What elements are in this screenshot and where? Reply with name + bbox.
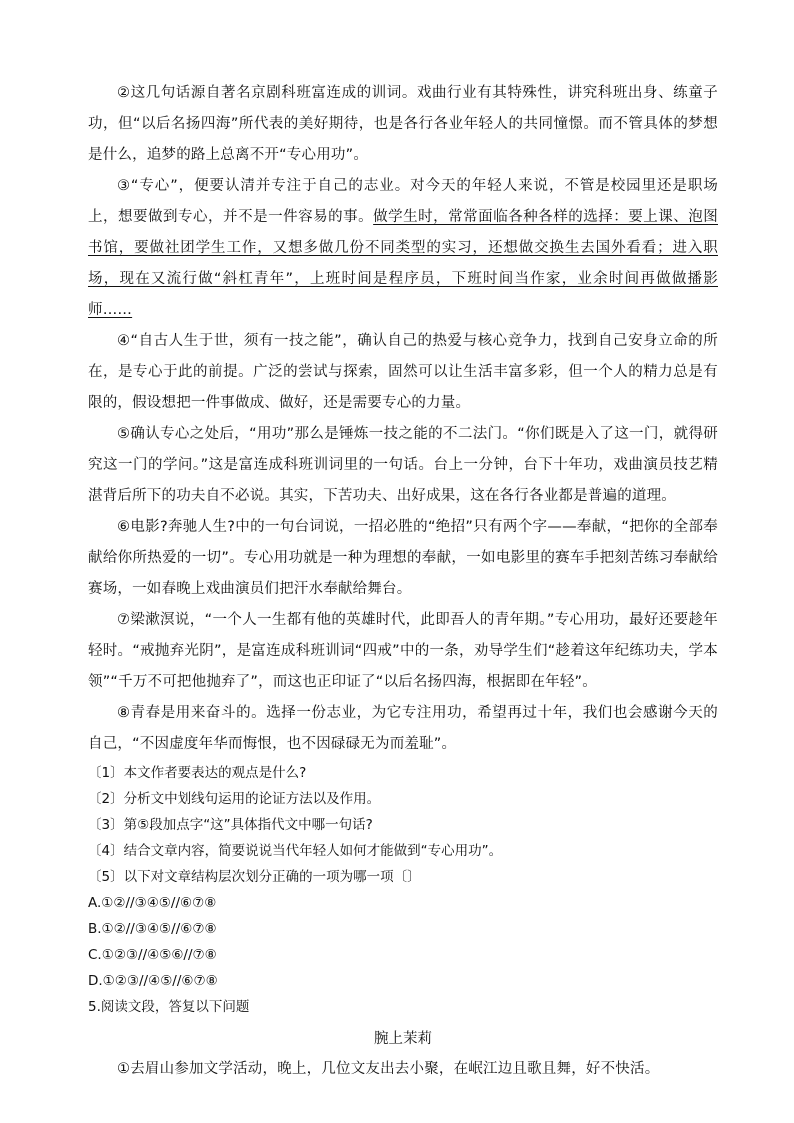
- section-heading: 5.阅读文段，答复以下问题: [88, 999, 250, 1015]
- paragraph-8: ⑧青春是用来奋斗的。选择一份志业，为它专注用功，希望再过十年，我们也会感谢今天的自己，“不因虚度年华而悔恨，也不因碌碌无为而羞耻”。: [88, 705, 718, 752]
- article-paragraph-1: ①去眉山参加文学活动，晚上，几位文友出去小聚，在岷江边且歌且舞，好不快活。: [117, 1061, 660, 1077]
- paragraph-4: ④“自古人生于世，须有一技之能”，确认自己的热爱与核心竞争力，找到自己安身立命的所在，是专心于此的前提。广泛的尝试与探索，固然可以让生活丰富多彩，但一个人的精力总是有限的，假设想把一件事做成、做好，还是需要专心的力量。: [88, 333, 718, 411]
- option-d: D.①②③//④⑤//⑥⑦⑧: [88, 973, 218, 989]
- question-item: 〔1〕本文作者要表达的观点是什么?: [88, 765, 307, 781]
- paragraph-2: ②这几句话源自著名京剧科班富连成的训词。戏曲行业有其特殊性，讲究科班出身、练童子功，但“以后名扬四海”所代表的美好期待，也是各行各业年轻人的共同憧憬。而不管具体的梦想是什么，追梦的路上总离不开“专心用功”。: [88, 85, 718, 163]
- option-b: B.①②//③④⑤//⑥⑦⑧: [88, 921, 217, 937]
- question-item: 〔4〕结合文章内容，简要说说当代年轻人如何才能做到“专心用功”。: [88, 843, 503, 859]
- question-item: 〔5〕以下对文章结构层次划分正确的一项为哪一项〔〕: [88, 869, 421, 885]
- document-page: [88, 78, 718, 1085]
- paragraph-6: ⑥电影?奔驰人生?中的一句台词说，一招必胜的“绝招”只有两个字——奉献，“把你的全部奉献给你所热爱的一切”。专心用功就是一种为理想的奉献，一如电影里的赛车手把刻苦练习奉献给赛场，一如春晚上戏曲演员们把汗水奉献给舞台。: [88, 519, 718, 597]
- question-item: 〔3〕第⑤段加点字“这”具体指代文中哪一句话?: [88, 817, 373, 833]
- question-list: [88, 760, 718, 890]
- paragraph-3: [88, 171, 718, 326]
- option-c: C.①②③//④⑤⑥//⑦⑧: [88, 947, 217, 963]
- paragraph-5: ⑤确认专心之处后，“用功”那么是锤炼一技之能的不二法门。“你们既是入了这一门，就得研究这一门的学问。”这是富连成科班训词里的一句话。台上一分钟，台下十年功，戏曲演员技艺精湛背后所下的功夫自不必说。其实，下苦功夫、出好成果，这在各行各业都是普遍的道理。: [88, 426, 718, 504]
- article-title: 腕上茉莉: [374, 1031, 432, 1047]
- paragraph-7: ⑦梁漱溟说，“一个人一生都有他的英雄时代，此即吾人的青年期。”专心用功，最好还要趁年轻时。“戒抛弃光阴”，是富连成科班训词“四戒”中的一条，劝导学生们“趁着这年纪练功夫，学本领”“千万不可把他抛弃了”，而这也正印证了“以后名扬四海，根据即在年轻”。: [88, 612, 718, 690]
- option-list: [88, 890, 718, 994]
- paragraph-3-text: ③“专心”，便要认清并专注于自己的志业。对今天的年轻人来说，不管是校园里还是职场上，想要做到专心，并不是一件容易的事。: [88, 178, 718, 225]
- question-item: 〔2〕分析文中划线句运用的论证方法以及作用。: [88, 791, 381, 807]
- option-a: A.①②//③④⑤//⑥⑦⑧: [88, 895, 217, 911]
- underlined-sentence: 做学生时，常常面临各种各样的选择：要上课、泡图书馆，要做社团学生工作，又想多做几份不同类型的实习，还想做交换生去国外看看；进入职场，现在又流行做“斜杠青年”，上班时间是程序员，下班时间当作家，业余时间再做做播影师……: [88, 209, 718, 318]
